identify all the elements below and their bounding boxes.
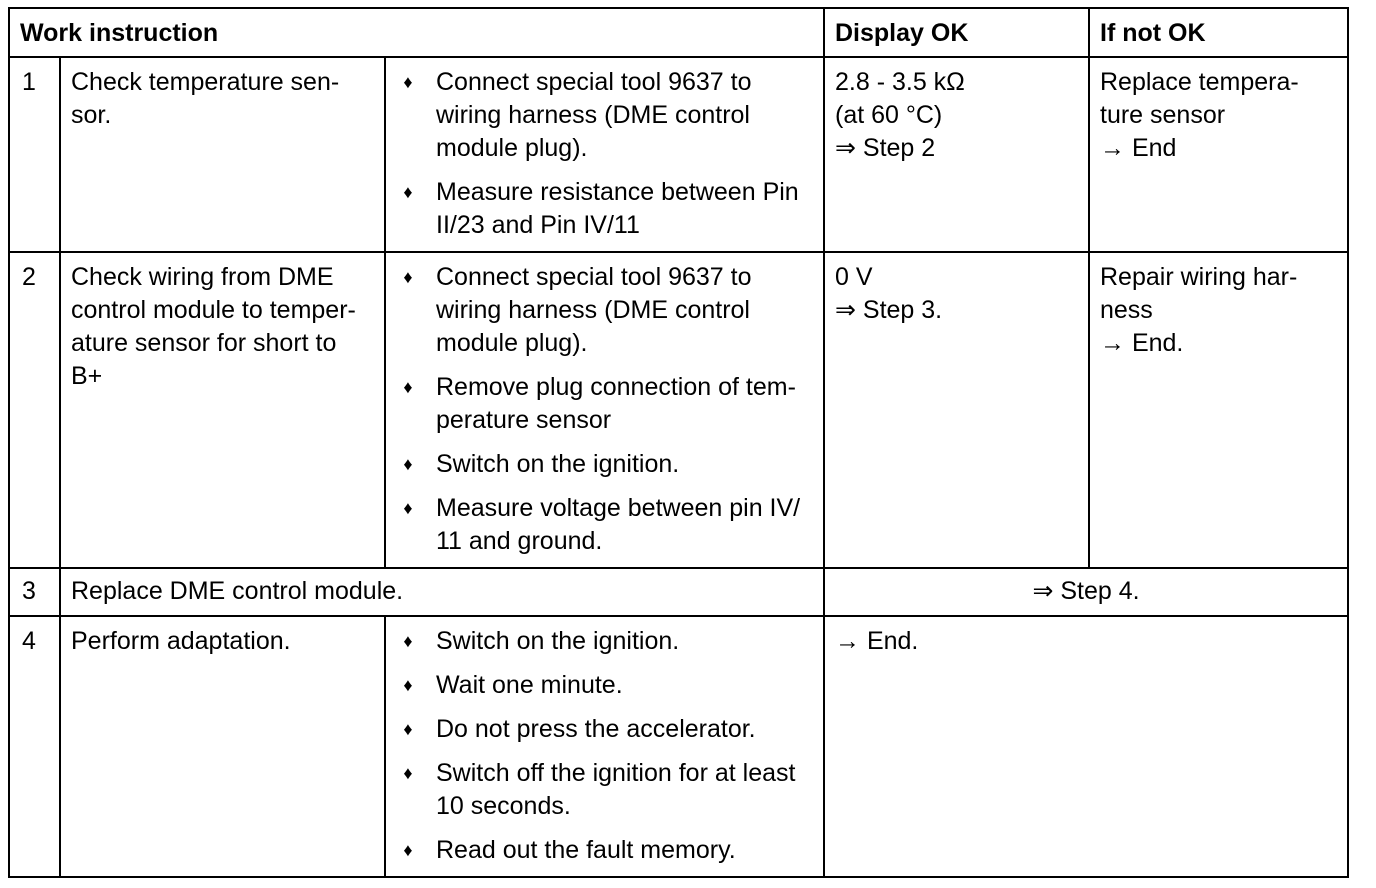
step-text: Connect special tool 9637 to wiring harness (DME control module plug). <box>436 263 752 357</box>
steps-cell <box>385 57 824 252</box>
step-text: Connect special tool 9637 to wiring harness (DME control module plug). <box>436 68 752 162</box>
table-row <box>9 568 1348 616</box>
list-item <box>396 625 813 658</box>
list-item <box>396 66 813 165</box>
step-text: Do not press the accelerator. <box>436 715 756 743</box>
list-item <box>396 261 813 360</box>
list-item <box>396 371 813 437</box>
header-if-not-ok: If not OK <box>1089 8 1348 57</box>
bullet-diamond-icon: ♦ <box>403 840 413 860</box>
bullet-diamond-icon: ♦ <box>403 72 413 92</box>
list-item <box>396 834 813 867</box>
steps-cell <box>385 616 824 877</box>
bullet-diamond-icon: ♦ <box>403 454 413 474</box>
step-text: Remove plug connection of tem-perature sensor <box>436 373 796 434</box>
step-number: 3 <box>9 568 60 616</box>
list-item <box>396 669 813 702</box>
step-text: Switch off the ignition for at least 10 seconds. <box>436 759 796 820</box>
step-text: Switch on the ignition. <box>436 450 680 478</box>
table-row <box>9 252 1348 568</box>
work-instruction-table <box>8 7 1349 878</box>
header-row <box>9 8 1348 57</box>
step-number: 2 <box>9 252 60 568</box>
list-item <box>396 176 813 242</box>
bullet-diamond-icon: ♦ <box>403 763 413 783</box>
step-list <box>396 66 813 242</box>
step-text: Switch on the ignition. <box>436 627 680 655</box>
table-row <box>9 616 1348 877</box>
step-text: Measure voltage between pin IV/ 11 and ground. <box>436 494 801 555</box>
result-cell: ⇒ Step 4. <box>824 568 1348 616</box>
if-not-ok-cell: Repair wiring har- ness → End. <box>1089 252 1348 568</box>
if-not-ok-cell: Replace tempera- ture sensor → End <box>1089 57 1348 252</box>
bullet-diamond-icon: ♦ <box>403 631 413 651</box>
instruction-cell: Replace DME control module. <box>60 568 824 616</box>
list-item <box>396 492 813 558</box>
bullet-diamond-icon: ♦ <box>403 675 413 695</box>
bullet-diamond-icon: ♦ <box>403 719 413 739</box>
bullet-diamond-icon: ♦ <box>403 182 413 202</box>
instruction-cell: Perform adaptation. <box>60 616 385 877</box>
list-item <box>396 757 813 823</box>
table-row <box>9 57 1348 252</box>
step-list <box>396 625 813 867</box>
header-work-instruction: Work instruction <box>9 8 824 57</box>
display-ok-cell: 0 V ⇒ Step 3. <box>824 252 1089 568</box>
instruction-cell: Check wiring from DME control module to temper- ature sensor for short to B+ <box>60 252 385 568</box>
step-text: Wait one minute. <box>436 671 623 699</box>
step-text: Read out the fault memory. <box>436 836 736 864</box>
header-display-ok: Display OK <box>824 8 1089 57</box>
step-number: 4 <box>9 616 60 877</box>
bullet-diamond-icon: ♦ <box>403 498 413 518</box>
display-ok-cell: 2.8 - 3.5 kΩ (at 60 °C) ⇒ Step 2 <box>824 57 1089 252</box>
display-ok-cell: → End. <box>824 616 1348 877</box>
bullet-diamond-icon: ♦ <box>403 267 413 287</box>
step-number: 1 <box>9 57 60 252</box>
list-item <box>396 448 813 481</box>
list-item <box>396 713 813 746</box>
step-text: Measure resistance between Pin II/23 and Pin IV/11 <box>436 178 799 239</box>
bullet-diamond-icon: ♦ <box>403 377 413 397</box>
steps-cell <box>385 252 824 568</box>
step-list <box>396 261 813 558</box>
instruction-cell: Check temperature sen- sor. <box>60 57 385 252</box>
